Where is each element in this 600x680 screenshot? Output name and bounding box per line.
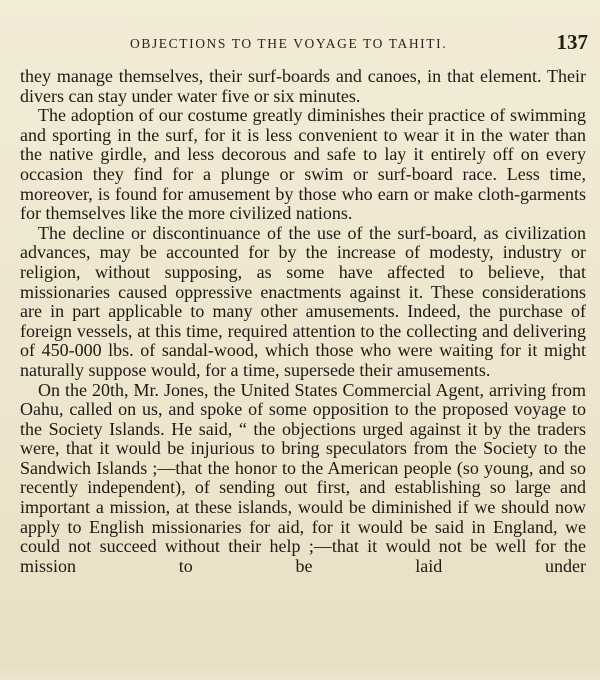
paragraph-mr-jones: On the 20th, Mr. Jones, the United States Commercial Agent, arriving from Oahu, called on us, and spoke of some opposition to the proposed voyage to the Society Islands. He said, “ the objections urged against it by the traders were, that it would be injurious to bring speculators from the Society to the Sandwich Islands ;—that the honor to the American people (so young, and so recently independent), of sending out first, and establishing so large and important a mission, at these islands, would be diminished if we should now apply to English missionaries for aid, for it would be said in England, we could not succeed without their help ;—that it would not be well for the mission to be laid under — [20, 379, 586, 576]
paragraph-surf-board-decline: The decline or discontinuance of the use of the surf-board, as civilization advances, may be accounted for by the increase of modesty, industry or religion, without supposing, as some have affected to believe, that missionaries caused oppressive enactments against it. These considerations are in part applicable to many other amusements. Indeed, the purchase of foreign vessels, at this time, required attention to the collecting and delivering of 450-000 lbs. of sandal-wood, which those who were waiting for it might naturally suppose would, for a time, supersede their amusements. — [20, 222, 586, 380]
paragraph-costume: The adoption of our costume greatly diminishes their practice of swimming and sporting in the surf, for it is less convenient to wear it in the water than the native girdle, and less decorous and safe to lay it entirely off on every occasion they find for a plunge or swim or surf-board race. Less time, moreover, is found for amusement by those who earn or make cloth-garments for themselves like the more civilized nations. — [20, 105, 586, 224]
body-text — [20, 67, 586, 576]
running-head: OBJECTIONS TO THE VOYAGE TO TAHITI. — [130, 36, 448, 51]
page-number: 137 — [556, 30, 588, 54]
page-bottom-edge — [0, 666, 600, 680]
paragraph-continuation: they manage themselves, their surf-boards and canoes, in that element. Their divers can stay under water five or six minutes. — [20, 66, 586, 106]
page-header — [20, 30, 588, 62]
